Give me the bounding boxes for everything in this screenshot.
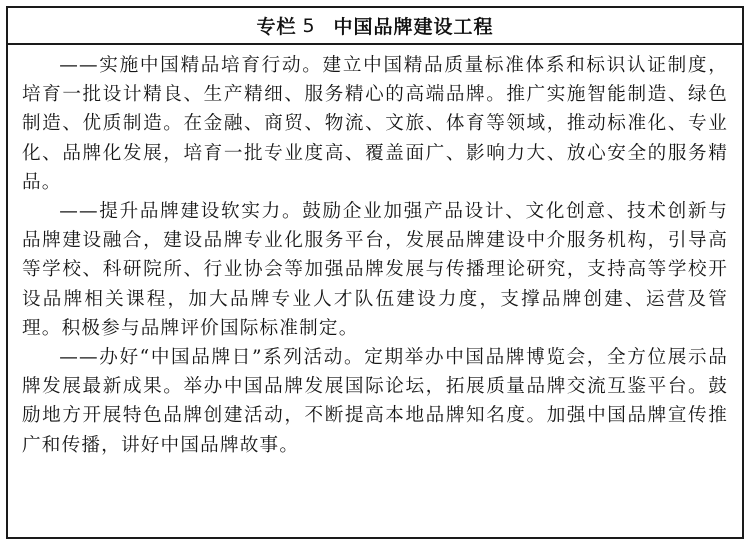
paragraph-brand-day: ——办好“中国品牌日”系列活动。定期举办中国品牌博览会，全方位展示品牌发展最新成果。举办中国品牌发展国际论坛，拓展质量品牌交流互鉴平台。鼓励地方开展特色品牌创建活动，不断提高本地品牌知名度。加强中国品牌宣传推广和传播，讲好中国品牌故事。 bbox=[22, 347, 728, 456]
column-title-text: 中国品牌建设工程 bbox=[333, 16, 494, 38]
column-title-number: 5 bbox=[302, 14, 316, 37]
column-title bbox=[8, 8, 742, 45]
paragraph-soft-power: ——提升品牌建设软实力。鼓励企业加强产品设计、文化创意、技术创新与品牌建设融合，建设品牌专业化服务平台，发展品牌建设中介服务机构，引导高等学校、科研院所、行业协会等加强品牌发展与传播理论研究，支持高等学校开设品牌相关课程，加大品牌专业人才队伍建设力度，支撑品牌创建、运营及管理。积极参与品牌评价国际标准制定。 bbox=[22, 201, 728, 339]
column-content bbox=[8, 45, 742, 460]
column-title-prefix: 专栏 bbox=[256, 16, 297, 38]
column-box bbox=[6, 6, 744, 539]
paragraph-quality-brands: ——实施中国精品培育行动。建立中国精品质量标准体系和标识认证制度，培育一批设计精良、生产精细、服务精心的高端品牌。推广实施智能制造、绿色制造、优质制造。在金融、商贸、物流、文旅、体育等领域，推动标准化、专业化、品牌化发展，培育一批专业度高、覆盖面广、影响力大、放心安全的服务精品。 bbox=[22, 55, 728, 193]
